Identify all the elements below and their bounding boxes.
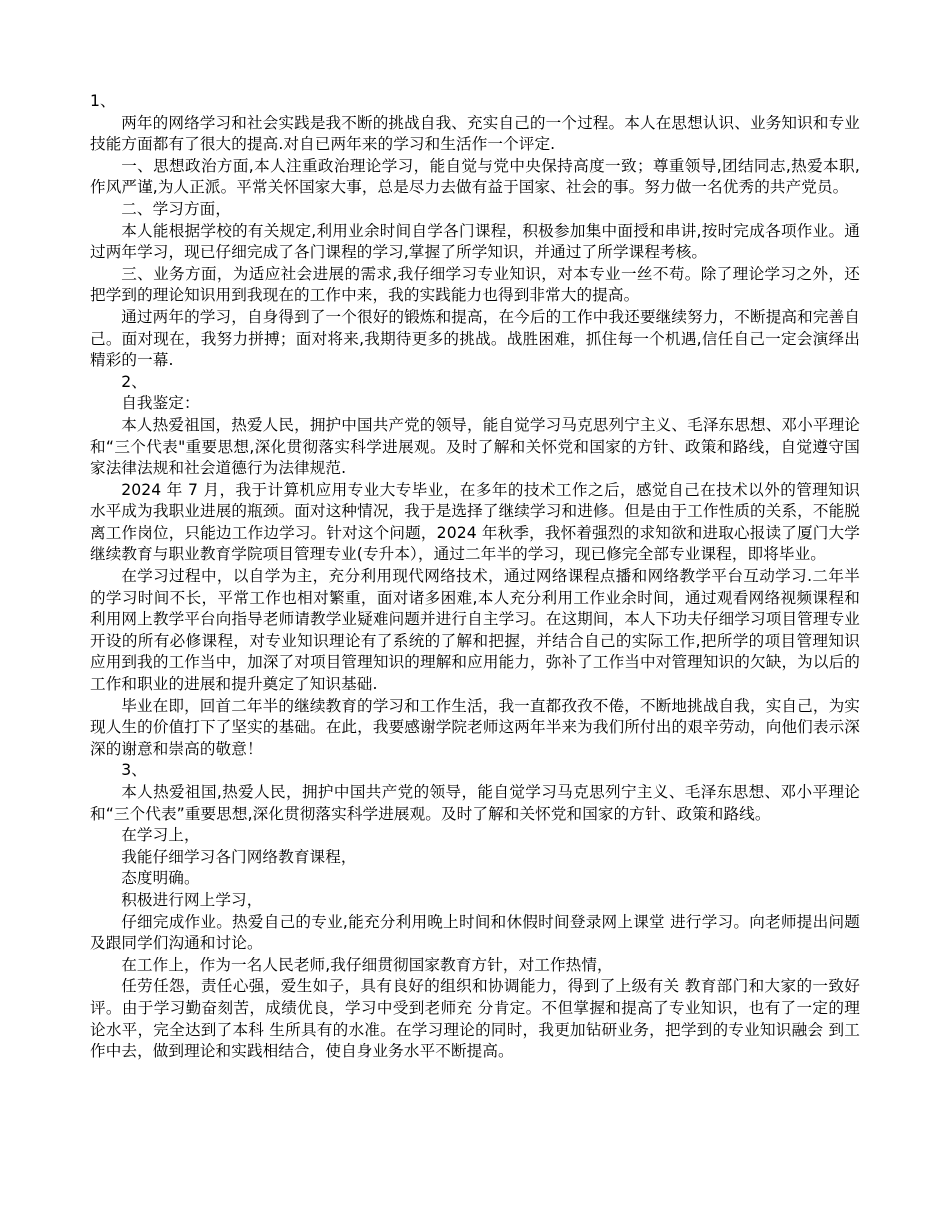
- paragraph: 本人热爱祖国,热爱人民，拥护中国共产党的领导，能自觉学习马克思列宁主义、毛泽东思想、邓小平理论和“三个代表”重要思想,深化贯彻落实科学进展观。及时了解和关怀党和国家的方针、政策和路线。: [90, 783, 860, 823]
- paragraph: 本人热爱祖国，热爱人民，拥护中国共产党的领导，能自觉学习马克思列宁主义、毛泽东思想、邓小平理论和“三个代表"重要思想,深化贯彻落实科学进展观。及时了解和关怀党和国家的方针、政策和路线，自觉遵守国家法律法规和社会道德行为法律规范.: [90, 415, 860, 478]
- paragraph: 一、思想政治方面,本人注重政治理论学习，能自觉与党中央保持高度一致；尊重领导,团结同志,热爱本职,作风严谨,为人正派。平常关怀国家大事，总是尽力去做有益于国家、社会的事。努力做一名优秀的共产党员。: [90, 156, 860, 197]
- paragraph: 我能仔细学习各门网络教育课程，: [121, 847, 357, 866]
- section-heading: 二、学习方面，: [121, 199, 232, 218]
- paragraph: 通过两年的学习，自身得到了一个很好的锻炼和提高，在今后的工作中我还要继续努力，不断提高和完善自己。面对现在，我努力拼搏；面对将来,我期待更多的挑战。战胜困难，抓住每一个机遇,信任自己一定会演绎出精彩的一幕.: [90, 307, 860, 370]
- paragraph: 毕业在即，回首二年半的继续教育的学习和工作生活，我一直都孜孜不倦，不断地挑战自我，实自己，为实现人生的价值打下了坚实的基础。在此，我要感谢学院老师这两年半来为我们所付出的艰辛劳动，向他们表示深深的谢意和崇高的敬意！: [90, 696, 860, 758]
- section-number: 2、: [121, 372, 147, 391]
- section-number: 3、: [121, 761, 147, 780]
- section-number: 1、: [90, 92, 116, 110]
- paragraph: 仔细完成作业。热爱自己的专业,能充分利用晚上时间和休假时间登录网上课堂 进行学习。向老师提出问题及跟同学们沟通和讨论。: [90, 912, 860, 953]
- document-body: [90, 91, 860, 1063]
- paragraph: 态度明确。: [121, 869, 200, 888]
- paragraph: 本人能根据学校的有关规定,利用业余时间自学各门课程，积极参加集中面授和串讲,按时完成各项作业。通过两年学习，现已仔细完成了各门课程的学习,掌握了所学知识，并通过了所学课程考核。: [90, 221, 860, 262]
- paragraph: 在学习上，: [121, 826, 200, 845]
- paragraph: 2024 年 7 月，我于计算机应用专业大专毕业，在多年的技术工作之后，感觉自己在技术以外的管理知识水平成为我职业进展的瓶颈。面对这种情况，我于是选择了继续学习和进修。但是由于工作性质的关系，不能脱离工作岗位，只能边工作边学习。针对这个问题，2024 年秋季，我怀着强烈的求知欲和进取心报读了厦门大学继续教育与职业教育学院项目管理专业(专升本），通过二年半的学习，现已修完全部专业课程，即将毕业。: [90, 480, 860, 564]
- section-heading: 自我鉴定：: [121, 394, 200, 413]
- paragraph: 两年的网络学习和社会实践是我不断的挑战自我、充实自己的一个过程。本人在思想认识、业务知识和专业技能方面都有了很大的提高.对自已两年来的学习和生活作一个评定.: [90, 113, 860, 154]
- paragraph: 积极进行网上学习，: [121, 890, 263, 909]
- paragraph: 任劳任怨，责任心强，爱生如子，具有良好的组织和协调能力，得到了上级有关 教育部门和大家的一致好评。由于学习勤奋刻苦，成绩优良，学习中受到老师充 分肯定。不但掌握和提高了专业知识，也有了一定的理论水平，完全达到了本科 生所具有的水准。在学习理论的同时，我更加钻研业务，把学到的专业知识融会 到工作中去，做到理论和实践相结合，使自身业务水平不断提高。: [90, 977, 860, 1061]
- paragraph: 在工作上，作为一名人民老师,我仔细贯彻国家教育方针，对工作热情，: [121, 955, 613, 974]
- paragraph: 在学习过程中，以自学为主，充分利用现代网络技术，通过网络课程点播和网络教学平台互动学习.二年半的学习时间不长，平常工作也相对繁重，面对诸多困难,本人充分利用工作业余时间，通过观看网络视频课程和利用网上教学平台向指导老师请教学业疑难问题并进行自主学习。在这期间，本人下功夫仔细学习项目管理专业开设的所有必修课程，对专业知识理论有了系统的了解和把握，并结合自己的实际工作,把所学的项目管理知识应用到我的工作当中，加深了对项目管理知识的理解和应用能力，弥补了工作当中对管理知识的欠缺，为以后的工作和职业的进展和提升奠定了知识基础.: [90, 567, 860, 694]
- paragraph: 三、业务方面，为适应社会进展的需求,我仔细学习专业知识，对本专业一丝不苟。除了理论学习之外，还把学到的理论知识用到我现在的工作中来，我的实践能力也得到非常大的提高。: [90, 264, 860, 305]
